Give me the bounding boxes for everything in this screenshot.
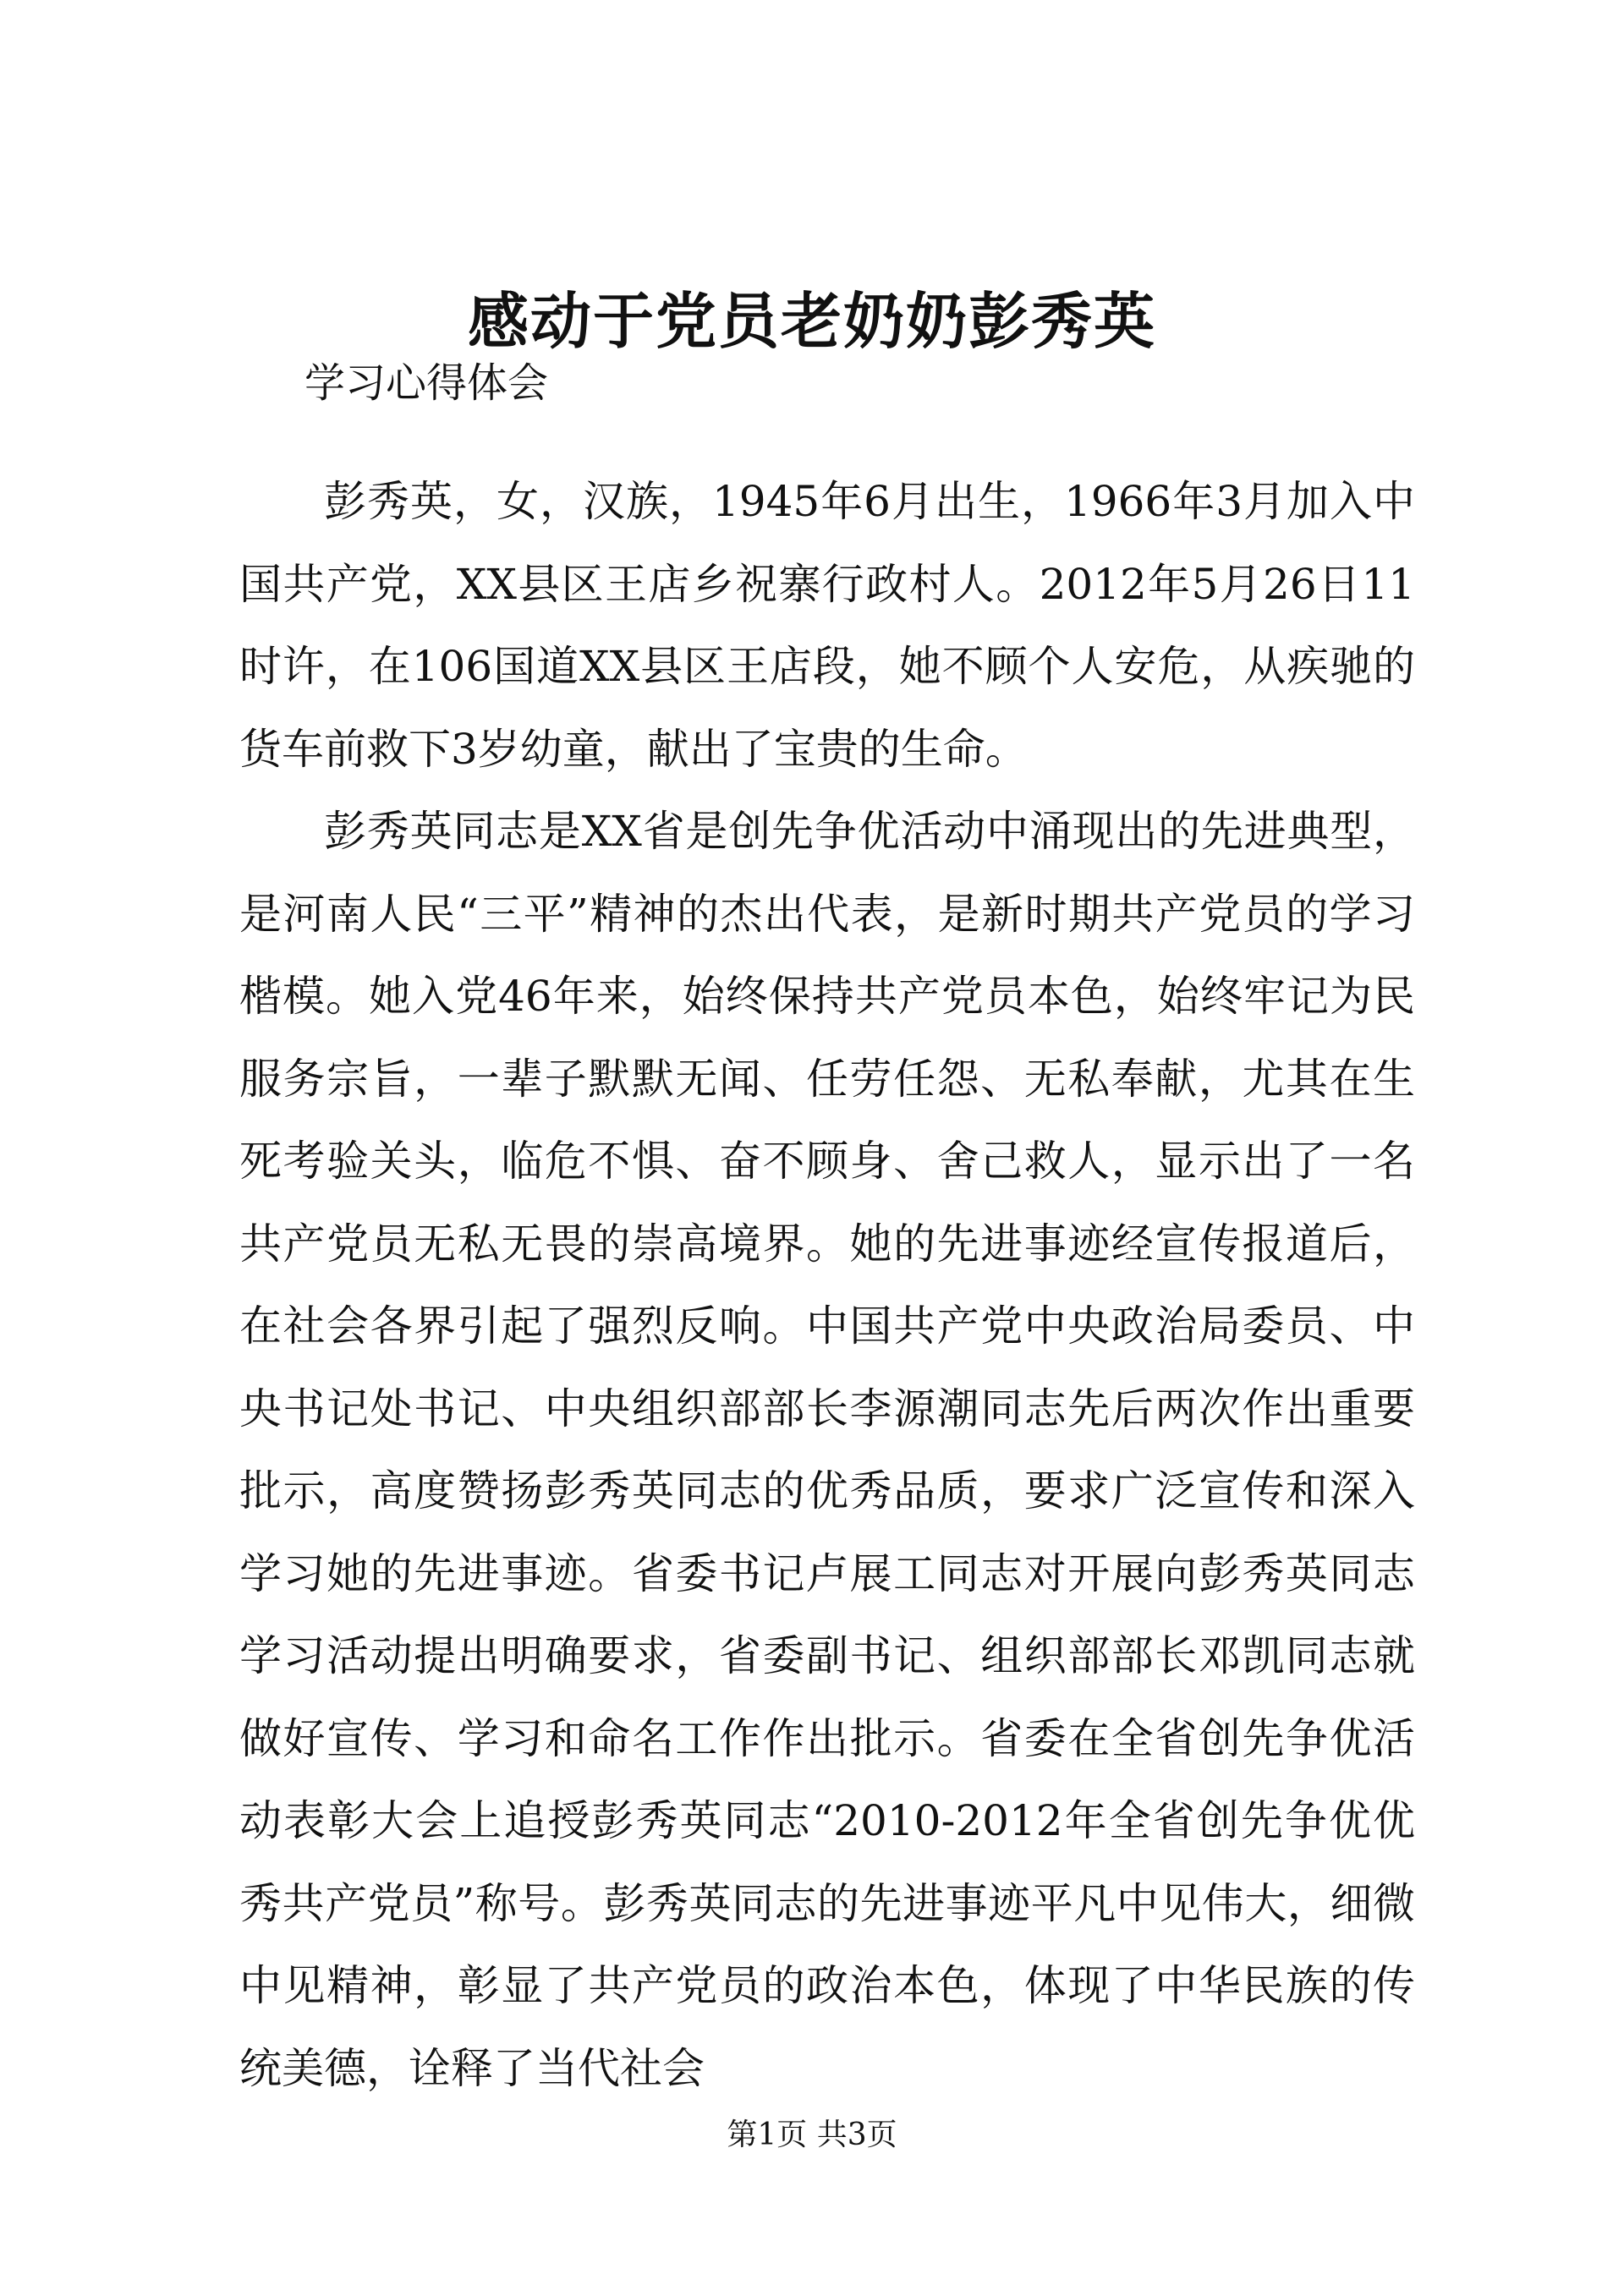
paragraph-biography: 彭秀英，女，汉族，1945年6月出生，1966年3月加入中国共产党，XX县区王店乡祝寨行政村人。2012年5月26日11时许，在106国道XX县区王店段，她不顾个人安危，从疾驰的货车前救下3岁幼童，献出了宝贵的生命。 (239, 477, 1415, 774)
document-body (239, 461, 1415, 2110)
page-footer: 第1页 共3页 (727, 2118, 897, 2152)
document-subtitle: 学习心得体会 (304, 359, 549, 407)
document-title: 感动于党员老奶奶彭秀英 (467, 285, 1156, 357)
paragraph-achievements: 彭秀英同志是XX省是创先争优活动中涌现出的先进典型，是河南人民“三平”精神的杰出代表，是新时期共产党员的学习楷模。她入党46年来，始终保持共产党员本色，始终牢记为民服务宗旨，一辈子默默无闻、任劳任怨、无私奉献，尤其在生死考验关头，临危不惧、奋不顾身、舍己救人，显示出了一名共产党员无私无畏的崇高境界。她的先进事迹经宣传报道后，在社会各界引起了强烈反响。中国共产党中央政治局委员、中央书记处书记、中央组织部部长李源潮同志先后两次作出重要批示，高度赞扬彭秀英同志的优秀品质，要求广泛宣传和深入学习她的先进事迹。省委书记卢展工同志对开展向彭秀英同志学习活动提出明确要求，省委副书记、组织部部长邓凯同志就做好宣传、学习和命名工作作出批示。省委在全省创先争优活动表彰大会上追授彭秀英同志“2010-2012年全省创先争优优秀共产党员”称号。彭秀英同志的先进事迹平凡中见伟大，细微中见精神，彰显了共产党员的政治本色，体现了中华民族的传统美德，诠释了当代社会 (239, 807, 1415, 2093)
